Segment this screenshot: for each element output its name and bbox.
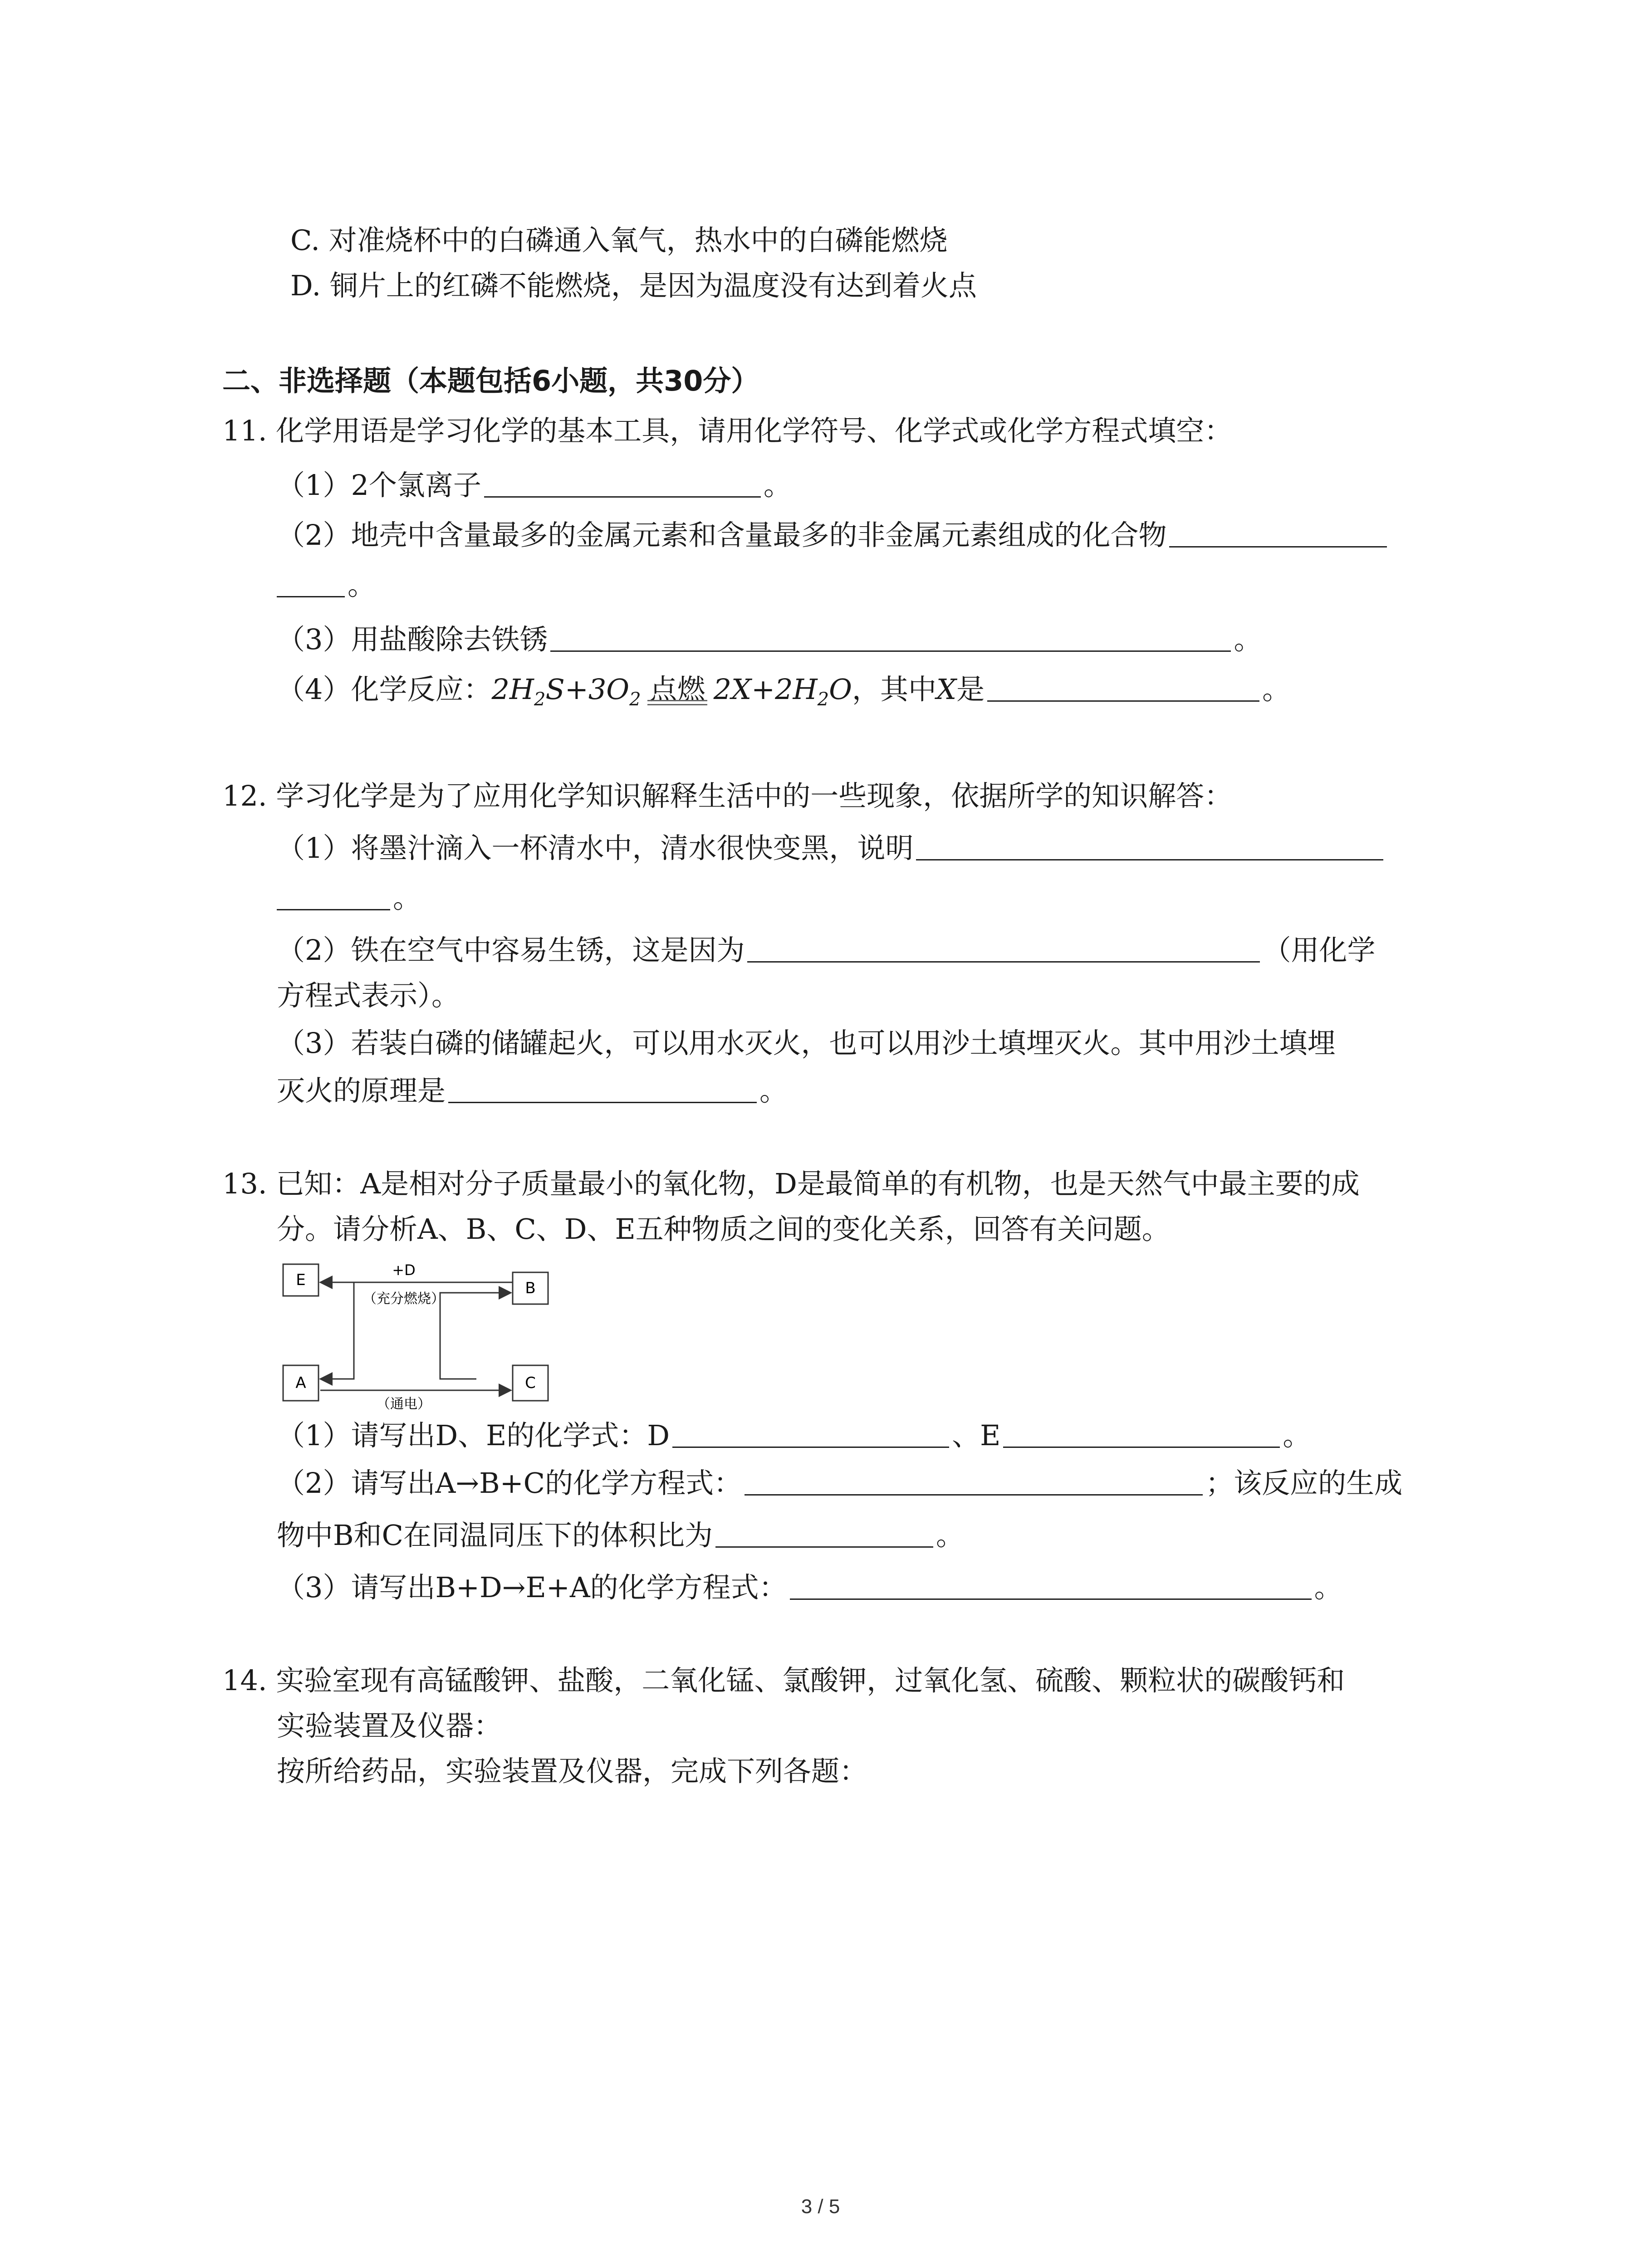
q11-part4: （4）化学反应：$2H_2S+3O_2$ 点燃 $2X+2H_2O$，其中X是 。 bbox=[277, 673, 1291, 710]
q10-option-d: D. 铜片上的红磷不能燃烧，是因为温度没有达到着火点 bbox=[290, 269, 977, 302]
q12-part1: （1）将墨汁滴入一杯清水中，清水很快变黑，说明 bbox=[277, 830, 1386, 866]
answer-blank[interactable] bbox=[550, 624, 1231, 652]
box-a-label: A bbox=[295, 1374, 306, 1392]
answer-blank[interactable] bbox=[277, 883, 390, 910]
answer-blank[interactable] bbox=[790, 1572, 1312, 1600]
section-heading: 二、非选择题（本题包括6小题，共30分） bbox=[222, 364, 759, 397]
label-electrolysis: （通电） bbox=[377, 1396, 431, 1411]
q11-part2: （2）地壳中含量最多的金属元素和含量最多的非金属元素组成的化合物 bbox=[277, 517, 1390, 553]
answer-blank[interactable] bbox=[916, 833, 1383, 860]
answer-blank[interactable] bbox=[745, 1468, 1203, 1496]
q13-stem-line2: 分。请分析A、B、C、D、E五种物质之间的变化关系，回答有关问题。 bbox=[277, 1212, 1170, 1246]
q11-stem: 11. 化学用语是学习化学的基本工具，请用化学符号、化学式或化学方程式填空： bbox=[222, 414, 1233, 447]
answer-blank[interactable] bbox=[715, 1520, 933, 1548]
answer-blank[interactable] bbox=[747, 935, 1260, 963]
answer-blank[interactable] bbox=[484, 470, 761, 498]
answer-blank[interactable] bbox=[277, 570, 345, 597]
label-plus-d: +D bbox=[392, 1261, 416, 1279]
label-burn: （充分燃烧） bbox=[363, 1291, 445, 1307]
q11-part1: （1）2个氯离子 。 bbox=[277, 469, 792, 502]
answer-blank[interactable] bbox=[448, 1075, 757, 1103]
page-number: 3 / 5 bbox=[801, 2195, 840, 2218]
reaction-diagram bbox=[281, 1254, 563, 1411]
q13-part2: （2）请写出A→B+C的化学方程式： ；该反应的生成 bbox=[277, 1466, 1403, 1500]
answer-blank[interactable] bbox=[987, 674, 1259, 702]
answer-blank[interactable] bbox=[1169, 520, 1387, 547]
reaction-condition: 点燃 bbox=[647, 675, 707, 704]
q13-part3: （3）请写出B+D→E+A的化学方程式： 。 bbox=[277, 1571, 1342, 1604]
q12-part3: （3）若装白磷的储罐起火，可以用水灭火，也可以用沙土填埋灭火。其中用沙土填埋 bbox=[277, 1026, 1336, 1060]
arrow-to-a bbox=[320, 1282, 354, 1379]
q14-stem-line1: 14. 实验室现有高锰酸钾、盐酸，二氧化锰、氯酸钾，过氧化氢、硫酸、颗粒状的碳酸钙和 bbox=[222, 1664, 1345, 1697]
box-e-label: E bbox=[296, 1271, 306, 1289]
q11-part2-cont: 。 bbox=[277, 567, 376, 603]
q12-stem: 12. 学习化学是为了应用化学知识解释生活中的一些现象，依据所学的知识解答： bbox=[222, 779, 1233, 812]
answer-blank[interactable] bbox=[672, 1420, 949, 1448]
arrow-to-b bbox=[440, 1293, 511, 1379]
q12-part2-cont: 方程式表示）。 bbox=[277, 979, 460, 1012]
answer-blank[interactable] bbox=[1003, 1420, 1280, 1448]
reaction-equation: $2H_2S+3O_2$ bbox=[491, 673, 641, 710]
q13-part1: （1）请写出D、E的化学式：D 、E 。 bbox=[277, 1419, 1311, 1452]
q14-stem-line2: 实验装置及仪器： bbox=[277, 1709, 502, 1742]
q10-option-c: C. 对准烧杯中的白磷通入氧气，热水中的白磷能燃烧 bbox=[290, 224, 948, 257]
q12-part3-cont: 灭火的原理是 。 bbox=[277, 1074, 788, 1107]
q14-stem-line3: 按所给药品，实验装置及仪器，完成下列各题： bbox=[277, 1755, 868, 1788]
box-b-label: B bbox=[525, 1279, 536, 1297]
q13-stem-line1: 13. 已知：A是相对分子质量最小的氧化物，D是最简单的有机物，也是天然气中最主要的成 bbox=[222, 1167, 1360, 1200]
q13-part2-cont: 物中B和C在同温同压下的体积比为 。 bbox=[277, 1519, 965, 1552]
q11-part3: （3）用盐酸除去铁锈 。 bbox=[277, 623, 1262, 656]
box-c-label: C bbox=[525, 1374, 536, 1392]
q12-part2: （2）铁在空气中容易生锈，这是因为 （用化学 bbox=[277, 934, 1376, 967]
q12-part1-cont: 。 bbox=[277, 880, 421, 916]
